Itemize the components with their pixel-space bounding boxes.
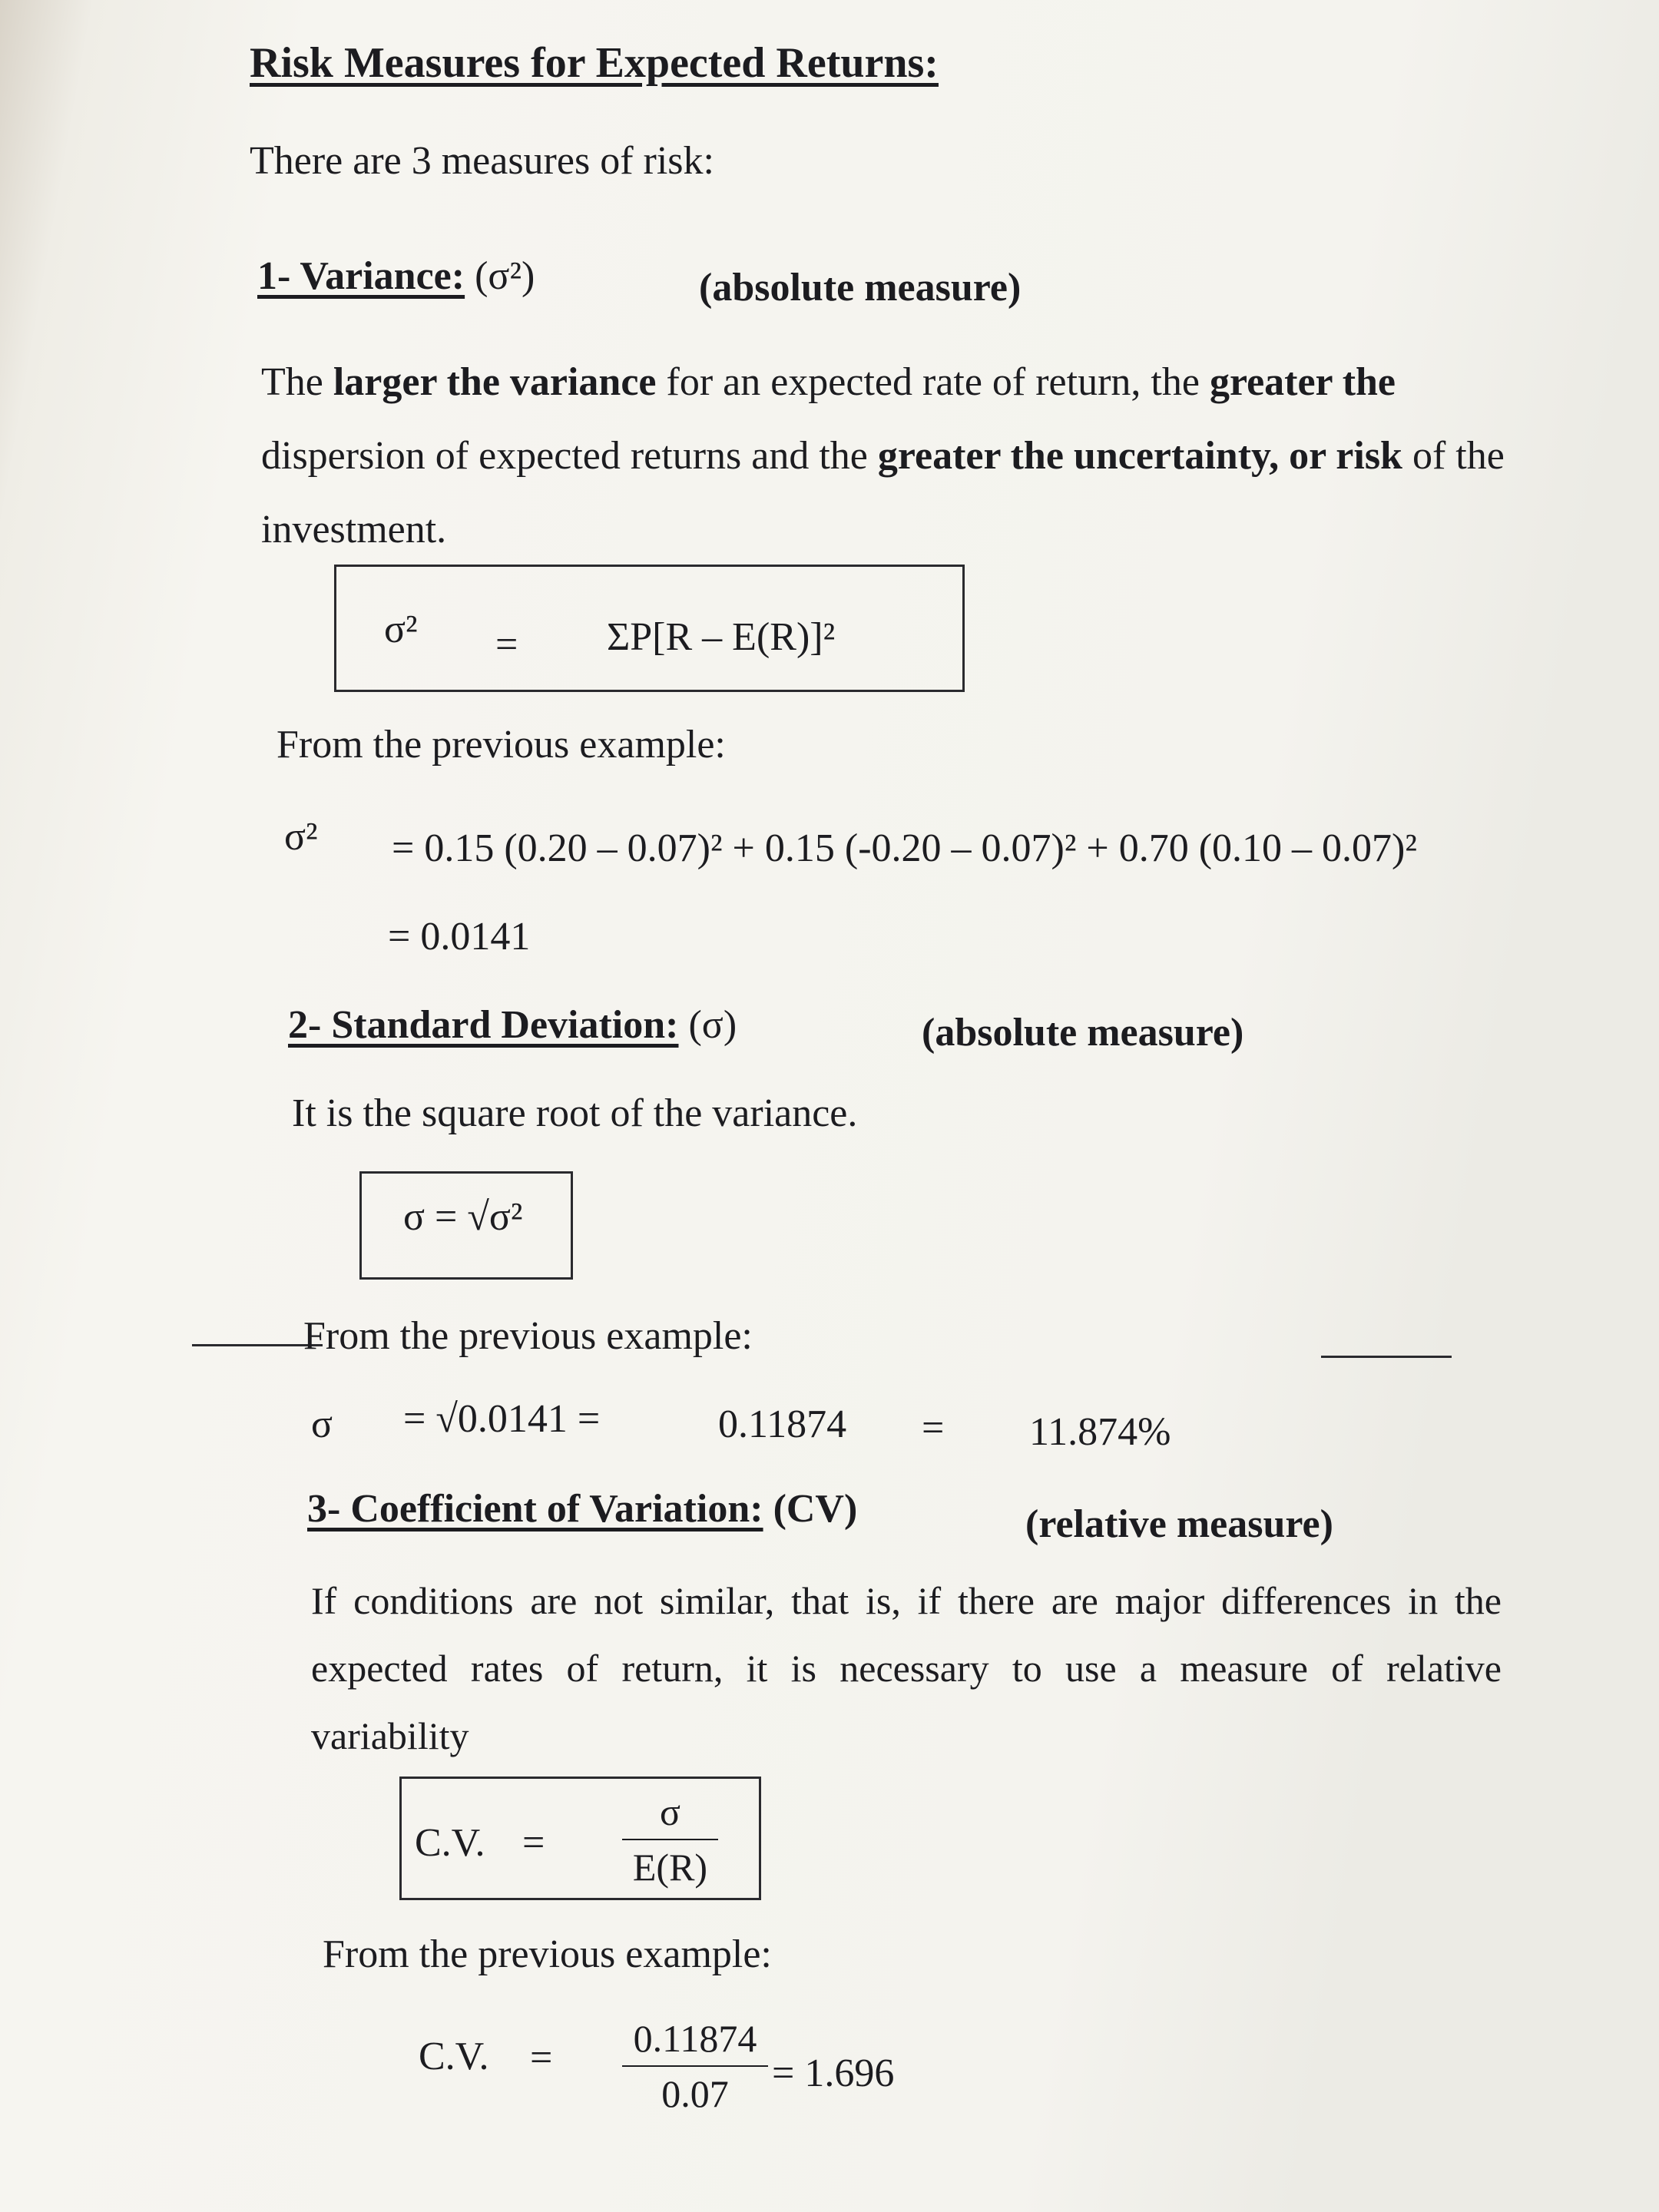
page-title: Risk Measures for Expected Returns: xyxy=(250,39,939,87)
cv-heading xyxy=(307,1486,857,1532)
variance-text-bold-3: greater the uncertainty, or risk xyxy=(877,434,1402,478)
cv-tag: (relative measure) xyxy=(1025,1502,1333,1546)
margin-rule-right xyxy=(1321,1356,1452,1358)
intro-text: There are 3 measures of risk: xyxy=(250,139,714,183)
variance-heading xyxy=(257,253,535,299)
cv-formula-fraction xyxy=(622,1790,718,1889)
variance-text-bold-2: greater the xyxy=(1209,360,1396,404)
variance-heading-label: 1- Variance: xyxy=(257,254,465,298)
variance-example-calc: = 0.15 (0.20 – 0.07)² + 0.15 (-0.20 – 0.07)² + 0.70 (0.10 – 0.07)² xyxy=(392,826,1417,870)
variance-tag: (absolute measure) xyxy=(699,266,1022,310)
cv-example-lhs: C.V. xyxy=(419,2035,489,2078)
cv-formula-num: σ xyxy=(660,1790,680,1833)
variance-text-1: The xyxy=(261,360,333,404)
variance-text-2: for an expected rate of return, the xyxy=(656,360,1210,404)
variance-formula-rhs: ΣP[R – E(R)]² xyxy=(607,615,836,659)
stddev-tag: (absolute measure) xyxy=(922,1011,1244,1055)
cv-example-num: 0.11874 xyxy=(633,2017,757,2060)
cv-example-result: = 1.696 xyxy=(772,2051,895,2095)
variance-text-bold-1: larger the variance xyxy=(333,360,657,404)
stddev-example-value: 0.11874 xyxy=(718,1402,847,1446)
cv-example-fraction xyxy=(622,2016,768,2116)
stddev-example-percent: 11.874% xyxy=(1029,1410,1171,1454)
cv-heading-symbol: (CV) xyxy=(773,1487,858,1531)
stddev-heading-symbol: (σ) xyxy=(688,1003,737,1047)
variance-paragraph xyxy=(261,346,1536,567)
cv-example-den: 0.07 xyxy=(661,2072,729,2115)
variance-example-lhs: σ² xyxy=(284,815,318,859)
variance-text-3: dispersion of expected returns and the xyxy=(261,434,878,478)
cv-formula-eq: = xyxy=(522,1821,545,1865)
stddev-example-eq: = xyxy=(922,1406,945,1450)
stddev-example-sym: σ xyxy=(311,1402,333,1446)
stddev-text: It is the square root of the variance. xyxy=(292,1091,858,1135)
variance-formula-lhs: σ² xyxy=(384,608,418,651)
variance-example-label: From the previous example: xyxy=(276,723,726,767)
fraction-bar xyxy=(622,2065,768,2067)
stddev-formula: σ = √σ² xyxy=(403,1195,523,1239)
stddev-heading-label: 2- Standard Deviation: xyxy=(288,1003,679,1047)
variance-text-4: of the investment. xyxy=(261,434,1505,551)
cv-example-eq: = xyxy=(530,2036,553,2080)
stddev-heading xyxy=(288,1002,737,1048)
fraction-bar xyxy=(622,1839,718,1840)
cv-heading-label: 3- Coefficient of Variation: xyxy=(307,1487,763,1531)
cv-formula-den: E(R) xyxy=(632,1846,708,1889)
stddev-example-label: From the previous example: xyxy=(303,1314,753,1358)
variance-formula-eq: = xyxy=(495,623,518,667)
stddev-example-calc: = √0.0141 = xyxy=(403,1397,601,1441)
variance-heading-symbol: (σ²) xyxy=(475,254,535,298)
cv-paragraph: If conditions are not similar, that is, if there are major differences in the expected rates of return, it is necessary to use a measure of relative variability xyxy=(311,1579,1502,1757)
cv-formula-lhs: C.V. xyxy=(415,1821,485,1865)
variance-example-result: = 0.0141 xyxy=(388,915,531,959)
cv-example-label: From the previous example: xyxy=(323,1932,772,1976)
